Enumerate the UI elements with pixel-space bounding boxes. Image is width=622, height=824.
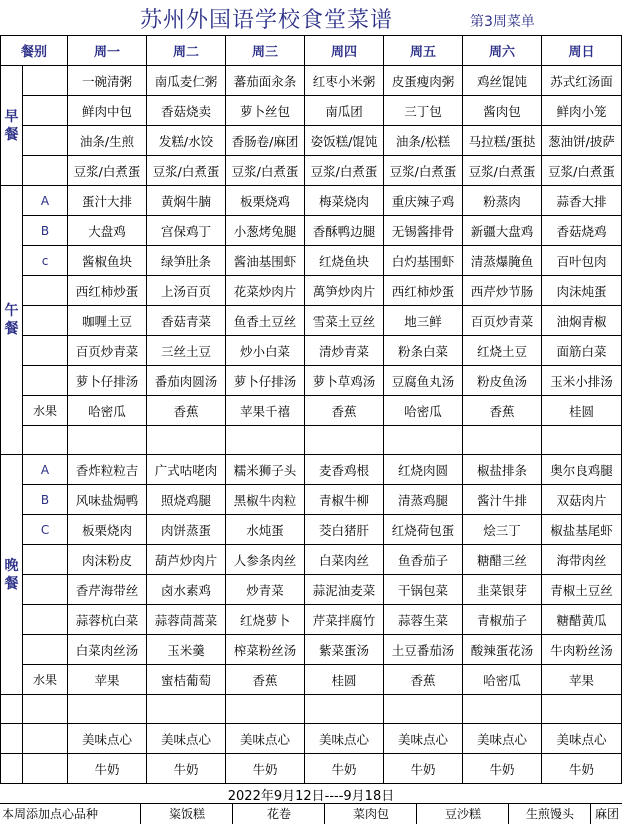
- sub-label: c: [23, 246, 68, 276]
- blank-cell: [226, 695, 305, 724]
- dish-cell: 蒜蓉茼蒿菜: [147, 605, 226, 635]
- dish-cell: 清炒青菜: [305, 336, 384, 366]
- dish-cell: 粉皮鱼汤: [463, 366, 542, 396]
- dish-cell: 葱油饼/披萨: [542, 126, 622, 156]
- date-range: 2022年9月12日----9月18日: [227, 789, 395, 804]
- dish-cell: 红烧土豆: [463, 336, 542, 366]
- meal-label-char: 早: [4, 108, 19, 125]
- sub-label: [23, 605, 68, 635]
- dish-cell: 一碗清粥: [68, 66, 147, 96]
- meal-label-char: 午: [4, 303, 19, 319]
- snack-cell: 美味点心: [147, 724, 226, 754]
- dish-cell: 蕃茄面汆条: [226, 66, 305, 96]
- sub-label: [23, 276, 68, 306]
- dish-cell: 茭白猪肝: [305, 515, 384, 545]
- dish-cell: 双菇肉片: [542, 485, 622, 515]
- dish-cell: 广式咕咾肉: [147, 455, 226, 485]
- dish-cell: 黄焖牛腩: [147, 186, 226, 216]
- snack-cell: 牛奶: [542, 754, 622, 784]
- dish-cell: 红烧肉圆: [384, 455, 463, 485]
- dish-cell: 萬笋炒肉片: [305, 276, 384, 306]
- dish-cell: 油条/生煎: [68, 126, 147, 156]
- dish-cell: 牛肉粉丝汤: [542, 635, 622, 665]
- dish-cell: 椒盐基尾虾: [542, 515, 622, 545]
- meal-label-lunch: [1, 186, 23, 455]
- sub-label: B: [23, 216, 68, 246]
- dish-cell: 无锡酱排骨: [384, 216, 463, 246]
- table-row: [1, 66, 622, 96]
- dish-cell: 鱼香土豆丝: [226, 306, 305, 336]
- fruit-cell: 桂圆: [305, 665, 384, 695]
- dish-cell: 卤水素鸡: [147, 575, 226, 605]
- day-header: 周六: [463, 36, 542, 66]
- dish-cell: 清蒸鸡腿: [384, 485, 463, 515]
- dish-cell: 花菜炒肉片: [226, 276, 305, 306]
- dish-cell: 肉沫炖蛋: [542, 276, 622, 306]
- dish-cell: 面筋白菜: [542, 336, 622, 366]
- dish-cell: 蛋汁大排: [68, 186, 147, 216]
- dish-cell: 玉米小排汤: [542, 366, 622, 396]
- fruit-cell: 哈密瓜: [384, 396, 463, 426]
- dish-cell: 糖醋三丝: [463, 545, 542, 575]
- day-header: 周四: [305, 36, 384, 66]
- dish-cell: 萝卜仔排汤: [68, 366, 147, 396]
- table-row: [1, 186, 622, 216]
- dish-cell: 豆浆/白煮蛋: [542, 156, 622, 186]
- table-row: [1, 126, 622, 156]
- fruit-cell: 苹果千禧: [226, 396, 305, 426]
- dish-cell: 风味盐焗鸭: [68, 485, 147, 515]
- snack-cell: 牛奶: [147, 754, 226, 784]
- dish-cell: 酱汁牛排: [463, 485, 542, 515]
- snack-cell: 牛奶: [305, 754, 384, 784]
- dish-cell: 南瓜麦仁粥: [147, 66, 226, 96]
- dish-cell: 肉沫粉皮: [68, 545, 147, 575]
- dish-cell: 烩三丁: [463, 515, 542, 545]
- table-row: [1, 545, 622, 575]
- dish-cell: 萝卜仔排汤: [226, 366, 305, 396]
- page-title: 苏州外国语学校食堂菜谱: [140, 8, 394, 33]
- dish-cell: 麦香鸡根: [305, 455, 384, 485]
- dish-cell: 奥尔良鸡腿: [542, 455, 622, 485]
- dish-cell: 宫保鸡丁: [147, 216, 226, 246]
- dish-cell: 西红柿炒蛋: [68, 276, 147, 306]
- dish-cell: 椒盐排条: [463, 455, 542, 485]
- snack-cell: 美味点心: [226, 724, 305, 754]
- fruit-cell: 香蕉: [226, 665, 305, 695]
- dish-cell: 皮蛋瘦肉粥: [384, 66, 463, 96]
- sub-label: [23, 635, 68, 665]
- dish-cell: 青椒茄子: [463, 605, 542, 635]
- dish-cell: 雪菜土豆丝: [305, 306, 384, 336]
- dish-cell: 香炸粒粒吉: [68, 455, 147, 485]
- blank-cell: [384, 426, 463, 455]
- day-header: 周日: [542, 36, 622, 66]
- sub-label: [23, 156, 68, 186]
- sub-label: [23, 66, 68, 96]
- table-row: [1, 575, 622, 605]
- fruit-label: 水果: [23, 665, 68, 695]
- fruit-label: 水果: [23, 396, 68, 426]
- table-row: [1, 455, 622, 485]
- snack-cell: 牛奶: [68, 754, 147, 784]
- table-row: [1, 216, 622, 246]
- dish-cell: 板栗烧肉: [68, 515, 147, 545]
- extra-snack-item: 粢饭糕: [140, 804, 233, 824]
- dish-cell: 西红柿炒蛋: [384, 276, 463, 306]
- fruit-cell: 香蕉: [305, 396, 384, 426]
- dish-cell: 香菇青菜: [147, 306, 226, 336]
- dish-cell: 清蒸爆腌鱼: [463, 246, 542, 276]
- dish-cell: 重庆辣子鸡: [384, 186, 463, 216]
- extra-snack-item: 豆沙糕: [416, 804, 509, 824]
- meal-label-breakfast: [1, 66, 23, 186]
- table-row: [1, 246, 622, 276]
- fruit-row: [1, 396, 622, 426]
- meal-label-char: 餐: [4, 575, 19, 592]
- fruit-cell: 香蕉: [384, 665, 463, 695]
- dish-cell: 蒜蓉杭白菜: [68, 605, 147, 635]
- dish-cell: 发糕/水饺: [147, 126, 226, 156]
- dish-cell: 豆浆/白煮蛋: [305, 156, 384, 186]
- dish-cell: 蒜蓉生菜: [384, 605, 463, 635]
- sub-label: [23, 545, 68, 575]
- dish-cell: 豆浆/白煮蛋: [147, 156, 226, 186]
- dish-cell: 酱椒鱼块: [68, 246, 147, 276]
- table-row: [1, 605, 622, 635]
- snack-cell: 美味点心: [384, 724, 463, 754]
- dish-cell: 三丁包: [384, 96, 463, 126]
- dish-cell: 蒜香大排: [542, 186, 622, 216]
- blank-cell: [542, 426, 622, 455]
- dish-cell: 鱼香茄子: [384, 545, 463, 575]
- dish-cell: 韭菜银芽: [463, 575, 542, 605]
- blank-cell: [226, 426, 305, 455]
- dish-cell: 糖醋黄瓜: [542, 605, 622, 635]
- sub-label: A: [23, 186, 68, 216]
- dish-cell: 百页炒青菜: [463, 306, 542, 336]
- dish-cell: 豆腐鱼丸汤: [384, 366, 463, 396]
- meal-label-char: 餐: [4, 321, 19, 337]
- sub-label: [23, 96, 68, 126]
- dish-cell: 西芹炒节肠: [463, 276, 542, 306]
- table-row: [1, 156, 622, 186]
- sub-label: [23, 306, 68, 336]
- dish-cell: 榨菜粉丝汤: [226, 635, 305, 665]
- snack-cell: 美味点心: [305, 724, 384, 754]
- fruit-cell: 桂圆: [542, 396, 622, 426]
- snack-cell: 美味点心: [542, 724, 622, 754]
- fruit-cell: 哈密瓜: [463, 665, 542, 695]
- dish-cell: 红烧鱼块: [305, 246, 384, 276]
- dish-cell: 红烧萝卜: [226, 605, 305, 635]
- fruit-cell: 香蕉: [147, 396, 226, 426]
- sub-label: B: [23, 485, 68, 515]
- day-header: 周二: [147, 36, 226, 66]
- table-row: [1, 515, 622, 545]
- blank-cell: [1, 724, 23, 754]
- day-header: 周五: [384, 36, 463, 66]
- blank-cell: [542, 695, 622, 724]
- table-row: [1, 366, 622, 396]
- fruit-cell: 苹果: [542, 665, 622, 695]
- blank-row: [1, 695, 622, 724]
- dish-cell: 三丝土豆: [147, 336, 226, 366]
- dish-cell: 百叶包肉: [542, 246, 622, 276]
- sub-label: [23, 126, 68, 156]
- dish-cell: 白菜肉丝: [305, 545, 384, 575]
- dish-cell: 紫菜蛋汤: [305, 635, 384, 665]
- blank-cell: [147, 695, 226, 724]
- blank-cell: [68, 695, 147, 724]
- day-header: 周一: [68, 36, 147, 66]
- meal-column-header: 餐别: [1, 36, 68, 66]
- dish-cell: 油条/松糕: [384, 126, 463, 156]
- meal-label-char: 晚: [4, 557, 19, 574]
- dish-cell: 上汤百页: [147, 276, 226, 306]
- dish-cell: 粉条白菜: [384, 336, 463, 366]
- dish-cell: 鲜肉小笼: [542, 96, 622, 126]
- dish-cell: 马拉糕/蛋挞: [463, 126, 542, 156]
- dish-cell: 蒜泥油麦菜: [305, 575, 384, 605]
- dish-cell: 小葱烤兔腿: [226, 216, 305, 246]
- dish-cell: 咖喱土豆: [68, 306, 147, 336]
- dish-cell: 地三鲜: [384, 306, 463, 336]
- dish-cell: 青椒土豆丝: [542, 575, 622, 605]
- dish-cell: 炒青菜: [226, 575, 305, 605]
- extra-snack-item: 花卷: [232, 804, 325, 824]
- dish-cell: 鲜肉中包: [68, 96, 147, 126]
- dish-cell: 粉蒸肉: [463, 186, 542, 216]
- dish-cell: 干锅包菜: [384, 575, 463, 605]
- dish-cell: 鸡丝馄饨: [463, 66, 542, 96]
- snack-cell: 牛奶: [384, 754, 463, 784]
- snack-cell: 美味点心: [463, 724, 542, 754]
- dish-cell: 油焖青椒: [542, 306, 622, 336]
- dish-cell: 土豆番茄汤: [384, 635, 463, 665]
- dish-cell: 豆浆/白煮蛋: [226, 156, 305, 186]
- day-header: 周三: [226, 36, 305, 66]
- table-row: [1, 276, 622, 306]
- blank-cell: [305, 695, 384, 724]
- dish-cell: 玉米羹: [147, 635, 226, 665]
- snack-row: [1, 754, 622, 784]
- blank-cell: [23, 695, 68, 724]
- dish-cell: 照烧鸡腿: [147, 485, 226, 515]
- dish-cell: 大盘鸡: [68, 216, 147, 246]
- sub-label: A: [23, 455, 68, 485]
- fruit-cell: 苹果: [68, 665, 147, 695]
- dish-cell: 萝卜丝包: [226, 96, 305, 126]
- dish-cell: 芹菜拌腐竹: [305, 605, 384, 635]
- dish-cell: 绿笋肚条: [147, 246, 226, 276]
- dish-cell: 黑椒牛肉粒: [226, 485, 305, 515]
- table-row: [1, 635, 622, 665]
- dish-cell: 白灼基围虾: [384, 246, 463, 276]
- dish-cell: 酱油基围虾: [226, 246, 305, 276]
- dish-cell: 水炖蛋: [226, 515, 305, 545]
- dish-cell: 炒小白菜: [226, 336, 305, 366]
- sub-label: [23, 366, 68, 396]
- snack-cell: 美味点心: [68, 724, 147, 754]
- blank-cell: [68, 426, 147, 455]
- dish-cell: 红烧荷包蛋: [384, 515, 463, 545]
- fruit-cell: 香蕉: [463, 396, 542, 426]
- week-label: 第3周菜单: [470, 14, 535, 30]
- dish-cell: 香芹海带丝: [68, 575, 147, 605]
- dish-cell: 番茄肉圆汤: [147, 366, 226, 396]
- blank-cell: [1, 754, 23, 784]
- blank-cell: [384, 695, 463, 724]
- blank-cell: [23, 426, 68, 455]
- dish-cell: 萝卜草鸡汤: [305, 366, 384, 396]
- dish-cell: 姿饭糕/馄饨: [305, 126, 384, 156]
- extra-snack-item: 生煎馒头: [508, 804, 591, 824]
- menu-table: [0, 35, 622, 784]
- dish-cell: 白菜肉丝汤: [68, 635, 147, 665]
- dish-cell: 红枣小米粥: [305, 66, 384, 96]
- blank-cell: [1, 695, 23, 724]
- dish-cell: 青椒牛柳: [305, 485, 384, 515]
- dish-cell: 苏式红汤面: [542, 66, 622, 96]
- snack-cell: 牛奶: [226, 754, 305, 784]
- sub-label: C: [23, 515, 68, 545]
- blank-row: [1, 426, 622, 455]
- dish-cell: 香肠卷/麻团: [226, 126, 305, 156]
- table-row: [1, 336, 622, 366]
- fruit-row: [1, 665, 622, 695]
- dish-cell: 百页炒青菜: [68, 336, 147, 366]
- extra-snacks-label: 本周添加点心品种: [2, 807, 99, 821]
- table-row: [1, 485, 622, 515]
- dish-cell: 豆浆/白煮蛋: [384, 156, 463, 186]
- dish-cell: 南瓜团: [305, 96, 384, 126]
- dish-cell: 香菇烧鸡: [542, 216, 622, 246]
- dish-cell: 酱肉包: [463, 96, 542, 126]
- dish-cell: 香酥鸭边腿: [305, 216, 384, 246]
- blank-cell: [305, 426, 384, 455]
- extra-snack-item: 麻团: [590, 804, 622, 824]
- blank-cell: [147, 426, 226, 455]
- fruit-cell: 哈密瓜: [68, 396, 147, 426]
- dish-cell: 葫芦炒肉片: [147, 545, 226, 575]
- title-row: [0, 0, 622, 35]
- dish-cell: 新疆大盘鸡: [463, 216, 542, 246]
- blank-cell: [463, 695, 542, 724]
- dish-cell: 香菇烧卖: [147, 96, 226, 126]
- sub-label: [23, 336, 68, 366]
- blank-cell: [463, 426, 542, 455]
- blank-cell: [23, 724, 68, 754]
- dish-cell: 豆浆/白煮蛋: [463, 156, 542, 186]
- header-row: [1, 36, 622, 66]
- snack-cell: 牛奶: [463, 754, 542, 784]
- meal-label-char: 餐: [4, 126, 19, 143]
- fruit-cell: 蜜桔葡萄: [147, 665, 226, 695]
- dish-cell: 糯米狮子头: [226, 455, 305, 485]
- extra-snacks-row: [0, 803, 622, 824]
- table-row: [1, 306, 622, 336]
- extra-snack-item: 菜肉包: [324, 804, 417, 824]
- dish-cell: 板栗烧鸡: [226, 186, 305, 216]
- dish-cell: 豆浆/白煮蛋: [68, 156, 147, 186]
- dish-cell: 酸辣蛋花汤: [463, 635, 542, 665]
- dish-cell: 海带肉丝: [542, 545, 622, 575]
- sub-label: [23, 575, 68, 605]
- table-row: [1, 96, 622, 126]
- meal-label-dinner: [1, 455, 23, 695]
- blank-cell: [23, 754, 68, 784]
- dish-cell: 梅菜烧肉: [305, 186, 384, 216]
- dish-cell: 人参条肉丝: [226, 545, 305, 575]
- dish-cell: 肉饼蒸蛋: [147, 515, 226, 545]
- snack-row: [1, 724, 622, 754]
